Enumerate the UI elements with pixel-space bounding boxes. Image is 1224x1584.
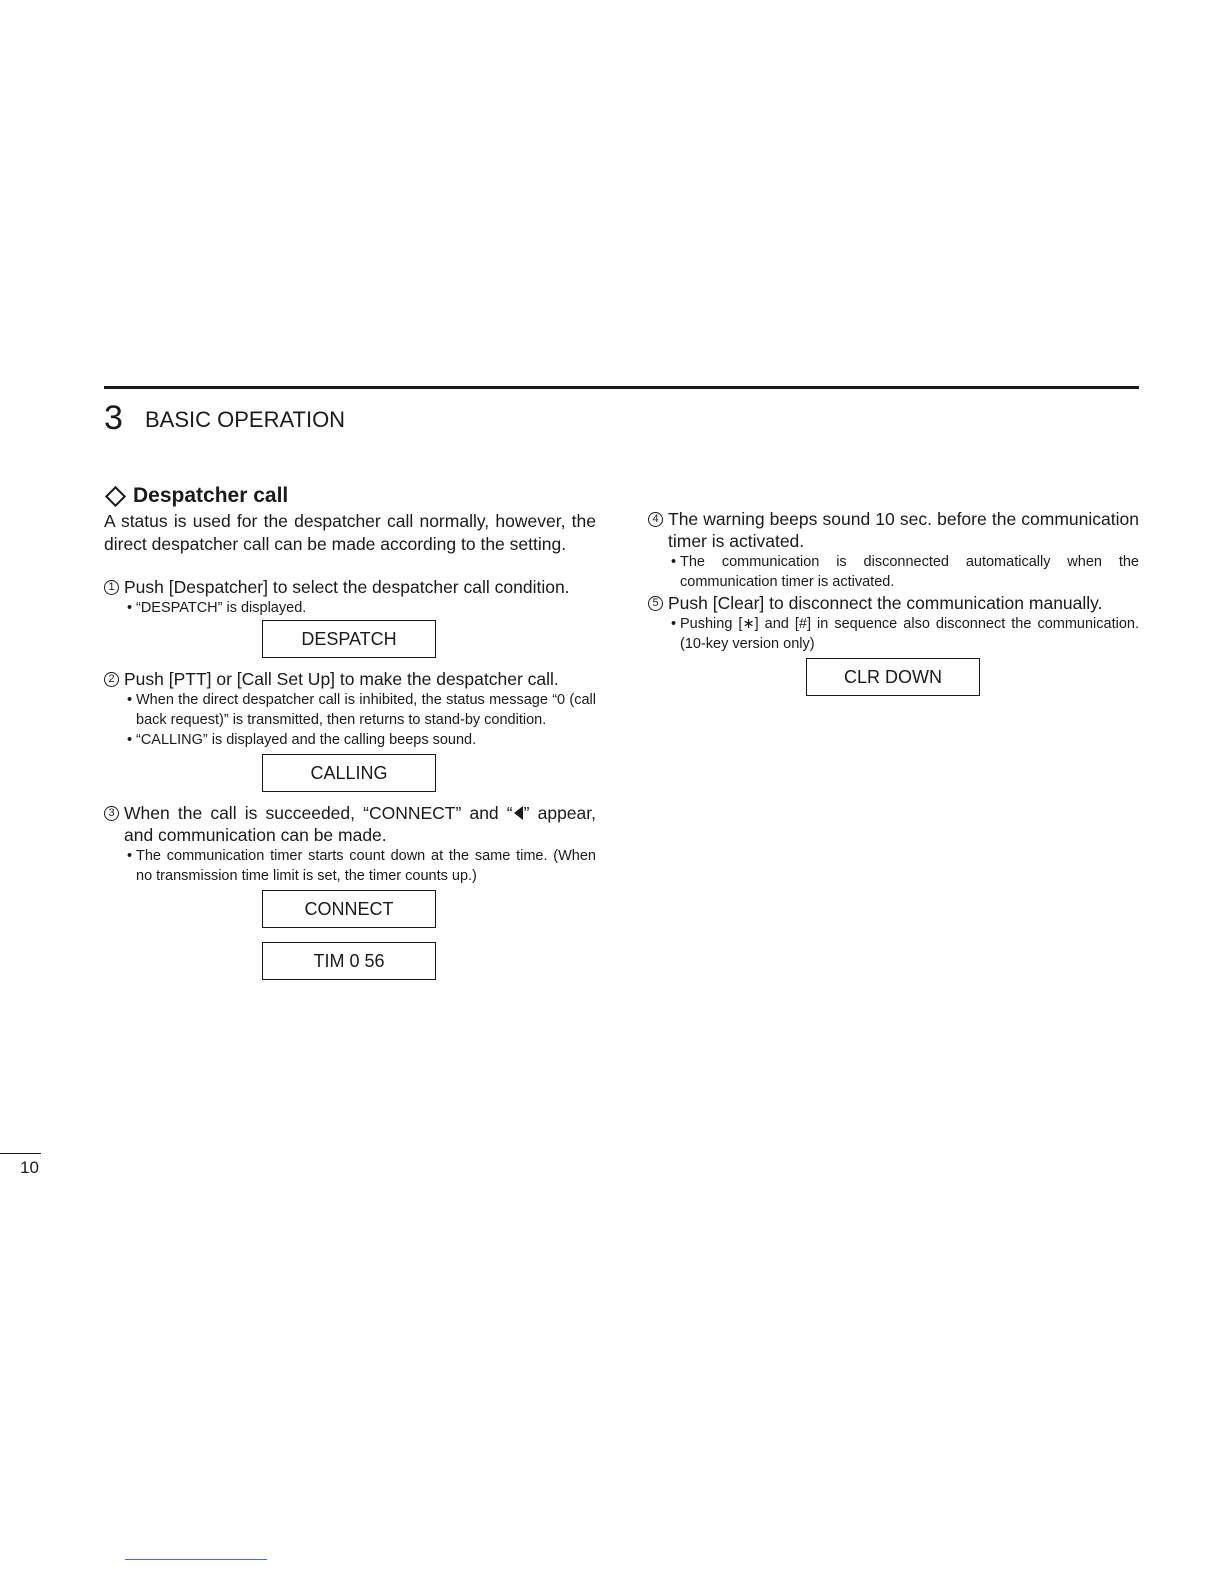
bottom-link-underline xyxy=(125,1559,267,1560)
section-heading xyxy=(104,482,596,510)
step-text: When the call is succeeded, “CONNECT” and “ ” appear, and communication can be made. xyxy=(124,803,596,845)
lcd-display: DESPATCH xyxy=(262,620,436,658)
step-4 xyxy=(648,508,1139,552)
step-number: 5 xyxy=(648,596,663,611)
step-number: 2 xyxy=(104,672,119,687)
chapter-title: BASIC OPERATION xyxy=(145,407,346,432)
step-text: Push [Despatcher] to select the despatcher call condition. xyxy=(124,577,570,597)
step-note: • Pushing [∗] and [#] in sequence also disconnect the communication. (10-key version only) xyxy=(671,616,1139,652)
step-number: 4 xyxy=(648,512,663,527)
header-rule xyxy=(104,386,1139,389)
section-title: Despatcher call xyxy=(133,484,289,507)
step-note: • The communication is disconnected automatically when the communication timer is activated. xyxy=(671,554,1139,590)
lcd-display: TIM 0 56 xyxy=(262,942,436,980)
right-column xyxy=(648,508,1139,696)
step-note: • “CALLING” is displayed and the calling beeps sound. xyxy=(127,732,477,748)
step-note: • When the direct despatcher call is inhibited, the status message “0 (call back request)” is transmitted, then returns to stand-by condition. xyxy=(127,692,596,728)
step-2 xyxy=(104,668,596,690)
section-intro: A status is used for the despatcher call normally, however, the direct despatcher call can be made according to the setting. xyxy=(104,511,596,554)
step-text: Push [Clear] to disconnect the communication manually. xyxy=(668,593,1103,613)
lcd-display: CONNECT xyxy=(262,890,436,928)
step-number: 1 xyxy=(104,580,119,595)
step-5 xyxy=(648,592,1139,614)
chapter-number: 3 xyxy=(104,399,123,437)
step-1 xyxy=(104,576,596,598)
page-number-rule xyxy=(0,1153,41,1154)
step-text: The warning beeps sound 10 sec. before the communication timer is activated. xyxy=(668,509,1139,551)
step-note: • “DESPATCH” is displayed. xyxy=(127,600,307,616)
page-number: 10 xyxy=(20,1158,39,1177)
diamond-icon xyxy=(105,485,126,506)
left-column xyxy=(104,482,596,980)
step-3 xyxy=(104,802,596,846)
lcd-display: CALLING xyxy=(262,754,436,792)
speaker-arrow-icon xyxy=(514,806,523,820)
step-note: • The communication timer starts count down at the same time. (When no transmission time limit is set, the timer counts up.) xyxy=(127,848,596,884)
lcd-display: CLR DOWN xyxy=(806,658,980,696)
step-number: 3 xyxy=(104,806,119,821)
step-text: Push [PTT] or [Call Set Up] to make the despatcher call. xyxy=(124,669,559,689)
